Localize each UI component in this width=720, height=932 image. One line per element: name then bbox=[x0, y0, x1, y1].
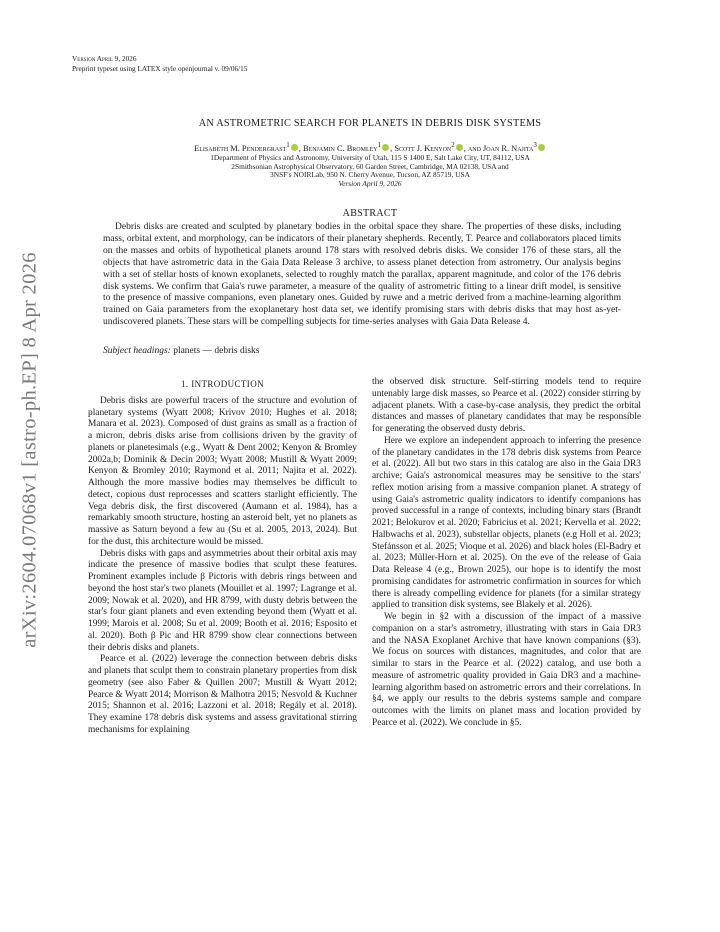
orcid-icon[interactable] bbox=[538, 144, 545, 151]
body-paragraph: the observed disk structure. Self-stirring models tend to require untenably large disk masses, so Pearce et al. (2022) consider stirring by adjacent planets. With a case-by-case analysis, they predict the orbital distances and masses of planetary candidates that may be responsible for generating the observed dusty debris. bbox=[372, 377, 641, 434]
body-column-left bbox=[88, 379, 357, 737]
author-affil-mark: 1 bbox=[286, 141, 290, 149]
paper-title: AN ASTROMETRIC SEARCH FOR PLANETS IN DEBRIS DISK SYSTEMS bbox=[198, 118, 542, 129]
section-heading: 1. INTRODUCTION bbox=[181, 379, 264, 389]
abstract-body bbox=[103, 222, 621, 329]
arxiv-sidebar-stamp bbox=[10, 240, 50, 660]
arxiv-identifier: arXiv:2604.07068v1 [astro-ph.EP] 8 Apr 2026 bbox=[18, 252, 41, 648]
author-affil-mark: 3 bbox=[533, 141, 537, 149]
orcid-icon[interactable] bbox=[456, 144, 463, 151]
preprint-header bbox=[72, 54, 247, 74]
author-list: Elisabeth M. Pendergrast$^1$ , Benjamin C. Bromley$^1$ , Scott J. Kenyon$^2$ , and Joan R. Najita$^3$ bbox=[72, 141, 668, 153]
abstract-text: Debris disks are created and sculpted by planetary bodies in the orbital space they share. The properties of these disks, including mass, orbital extent, and morphology, can be indicators of their planetary shepherds. Recently, T. Pearce and collaborators placed limits on the masses and orbits of hypothetical planets around 178 stars with resolved debris disks. We consider 176 of these stars, all the objects that have astrometric data in the Gaia Data Release 3 archive, to assess planet detection from astrometry. Our analysis begins with a set of stellar hosts of known exoplanets, selected to roughly match the parallax, apparent magnitude, and color of the 176 debris disk systems. We confirm that Gaia's ruwe parameter, a measure of the quality of astrometric fitting to a linear drift model, is sensitive to the presence of massive companions, even planetary ones. Guided by ruwe and a metric derived from a machine-learning algorithm trained on Gaia parameters from the exoplanetary host data set, we identify promising stars with debris disks that may host as-yet-undiscovered planets. These stars will be compelling subjects for time-series analyses with Gaia Data Release 4. bbox=[103, 222, 621, 328]
version-note: Version April 9, 2026 bbox=[72, 54, 137, 63]
author-affil-mark: 1 bbox=[377, 141, 382, 149]
subject-headings bbox=[103, 346, 259, 356]
abstract-heading: ABSTRACT bbox=[342, 208, 398, 219]
affiliation-line: 3NSF's NOIRLab, 950 N. Cherry Avenue, Tucson, AZ 85719, USA bbox=[270, 170, 470, 180]
body-column-right bbox=[372, 377, 641, 730]
affiliations bbox=[72, 154, 668, 188]
author-name: Scott J. Kenyon bbox=[394, 143, 452, 153]
author-affil-mark: 2 bbox=[451, 141, 455, 149]
body-paragraph: Pearce et al. (2022) leverage the connection between debris disks and planets that sculpt them to constrain planetary properties from disk geometry (see also Faber & Quillen 2007; Mustill & Wyatt 2012; Pearce & Wyatt 2014; Morrison & Malhotra 2015; Nesvold & Kuchner 2015; Shannon et al. 2016; Lazzoni et al. 2018; Regály et al. 2018). They examine 178 debris disk systems and assess gravitational stirring mechanisms for explaining bbox=[88, 654, 357, 735]
body-paragraph: We begin in §2 with a discussion of the impact of a massive companion on a star's astrometry, illustrating with stars in Gaia DR3 and the NASA Exoplanet Archive that have known companions (§3). We focus on sources with distances, magnitudes, and color that are similar to stars in the Pearce et al. (2022) catalog, and use both a measure of astrometric quality provided in Gaia DR3 and a machine-learning algorithm based on astrometric errors and their correlations. In §4, we apply our results to the debris systems sample and compare outcomes with the limits on planet mass and location provided by Pearce et al. (2022). We conclude in §5. bbox=[372, 612, 641, 728]
orcid-icon[interactable] bbox=[291, 144, 298, 151]
subject-value: planets — debris disks bbox=[173, 346, 260, 356]
orcid-icon[interactable] bbox=[382, 144, 389, 151]
author-name: Benjamin C. Bromley bbox=[302, 143, 378, 153]
body-paragraph: Debris disks are powerful tracers of the structure and evolution of planetary systems (Wyatt 2008; Krivov 2010; Hughes et al. 2018; Manara et al. 2023). Composed of dust grains as small as a fraction of a micron, debris disks arise from collisions driven by the gravity of planets or planetesimals (e.g., Wyatt & Dent 2002; Kenyon & Bromley 2002a,b; Dominik & Decin 2003; Wyatt 2008; Mustill & Wyatt 2009; Kenyon & Bromley 2010; Raymond et al. 2011; Najita et al. 2022). Although the more massive bodies may themselves be difficult to detect, copious dust reprocesses and scatters starlight efficiently. The Vega debris disk, the first discovered (Aumann et al. 1984), has a remarkably smooth structure, hosting an asteroid belt, yet no planets as massive as Saturn beyond a few au (Su et al. 2005, 2013, 2024). But for the dust, this architecture would be missed. bbox=[88, 395, 357, 547]
affiliation-line: 1Department of Physics and Astronomy, University of Utah, 115 S 1400 E, Salt Lake City, UT, 84112, USA bbox=[210, 153, 530, 162]
body-paragraph: Debris disks with gaps and asymmetries about their orbital axis may indicate the presence of massive bodies that sculpt these features. Prominent examples include β Pictoris with debris rings between and beyond the host star's two planets (Mouillet et al. 1997; Lagrange et al. 2009; Nowak et al. 2020), and HR 8799, with dusty debris between the star's four giant planets and even extending beyond them (Wyatt et al. 1999; Marois et al. 2008; Su et al. 2009; Booth et al. 2016; Esposito et al. 2020). Both β Pic and HR 8799 show clear connections between their debris disks and planets. bbox=[88, 548, 357, 653]
subject-label: Subject headings: bbox=[103, 346, 171, 356]
author-name: Elisabeth M. Pendergrast bbox=[194, 143, 287, 153]
body-paragraph: Here we explore an independent approach to inferring the presence of the planetary candidates in the 178 debris disk systems from Pearce et al. (2022). All but two stars in this catalog are also in the Gaia DR3 archive; Gaia's astronomical measures may be sensitive to the stars' reflex motion arising from a massive companion planet. A strategy of using Gaia's astrometric quality indicators to identify companions has proved successful in a range of contexts, including binary stars (Brandt 2021; Belokurov et al. 2020; Fabricius et al. 2021; Kervella et al. 2022; Halbwachs et al. 2023), substellar objects, planets (e.g Holl et al. 2023; Stefánsson et al. 2025; Vioque et al. 2026) and black holes (El-Badry et al. 2023; Müller-Horn et al. 2025). On the eve of the release of Gaia Data Release 4 (e.g., Brown 2025), our hope is to identify the most promising candidates for astrometric confirmation in sources for which there is already compelling evidence for planets (for a similar strategy applied to transition disk systems, see Blakely et al. 2026). bbox=[372, 435, 641, 611]
author-name: and Joan R. Najita bbox=[467, 143, 534, 153]
affiliation-line: 2Smithsonian Astrophysical Observatory, 60 Garden Street, Cambridge, MA 02138, USA and bbox=[231, 161, 509, 171]
preprint-note: Preprint typeset using LATEX style openjournal v. 09/06/15 bbox=[72, 64, 248, 73]
version-line: Version April 9, 2026 bbox=[338, 178, 402, 188]
